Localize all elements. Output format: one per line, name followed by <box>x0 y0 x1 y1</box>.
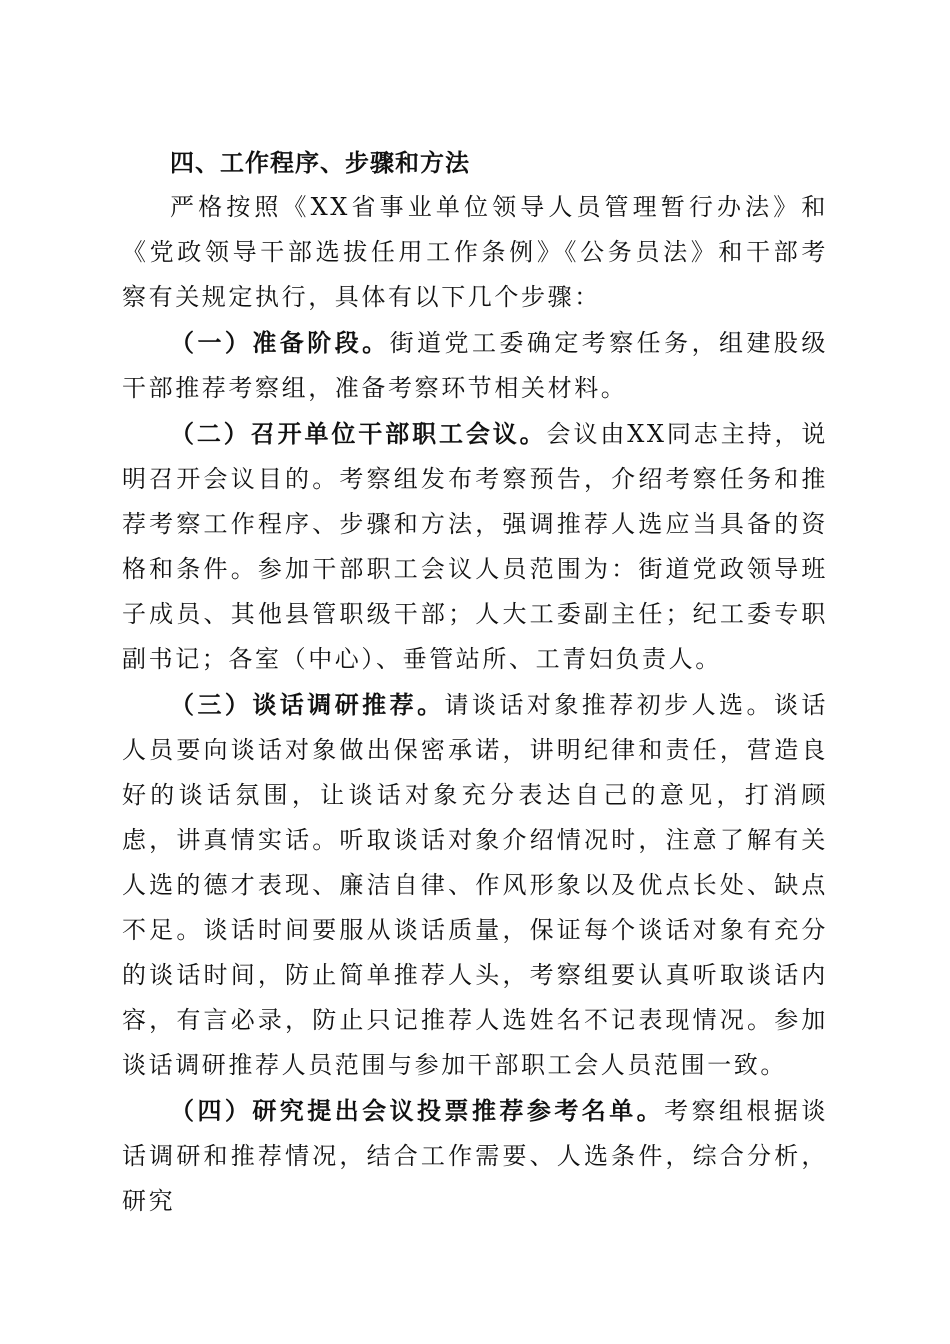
intro-paragraph: 严格按照《XX省事业单位领导人员管理暂行办法》和《党政领导干部选拔任用工作条例》《公务员法》和干部考察有关规定执行，具体有以下几个步骤： <box>122 193 828 311</box>
step-paragraph-2 <box>122 411 828 682</box>
step-paragraph-3 <box>122 682 828 1088</box>
step-title-4: （四）研究提出会议投票推荐参考名单。 <box>170 1096 665 1125</box>
step-paragraph-4 <box>122 1088 828 1224</box>
step-title-2: （二）召开单位干部职工会议。 <box>170 419 547 448</box>
step-body-1: 街道党工委确定考察任务，组建股级干部推荐考察组，准备考察环节相关材料。 <box>122 329 828 402</box>
section-heading: 四、工作程序、步骤和方法 <box>170 148 470 177</box>
document-body <box>122 140 828 1224</box>
step-title-1: （一）准备阶段。 <box>170 328 390 357</box>
step-title-3: （三）谈话调研推荐。 <box>170 690 445 719</box>
step-body-2: 会议由XX同志主持，说明召开会议目的。考察组发布考察预告，介绍考察任务和推荐考察工作程序、步骤和方法，强调推荐人选应当具备的资格和条件。参加干部职工会议人员范围为：街道党政领导班子成员、其他县管职级干部；人大工委副主任；纪工委专职副书记；各室（中心）、垂管站所、工青妇负责人。 <box>122 420 828 673</box>
step-paragraph-1 <box>122 320 828 411</box>
step-body-4: 考察组根据谈话调研和推荐情况，结合工作需要、人选条件，综合分析，研究 <box>122 1097 828 1215</box>
step-body-3: 请谈话对象推荐初步人选。谈话人员要向谈话对象做出保密承诺，讲明纪律和责任，营造良好的谈话氛围，让谈话对象充分表达自己的意见，打消顾虑，讲真情实话。听取谈话对象介绍情况时，注意了解有关人选的德才表现、廉洁自律、作风形象以及优点长处、缺点不足。谈话时间要服从谈话质量，保证每个谈话对象有充分的谈话时间，防止简单推荐人头，考察组要认真听取谈话内容，有言必录，防止只记推荐人选姓名不记表现情况。参加谈话调研推荐人员范围与参加干部职工会人员范围一致。 <box>122 691 829 1079</box>
